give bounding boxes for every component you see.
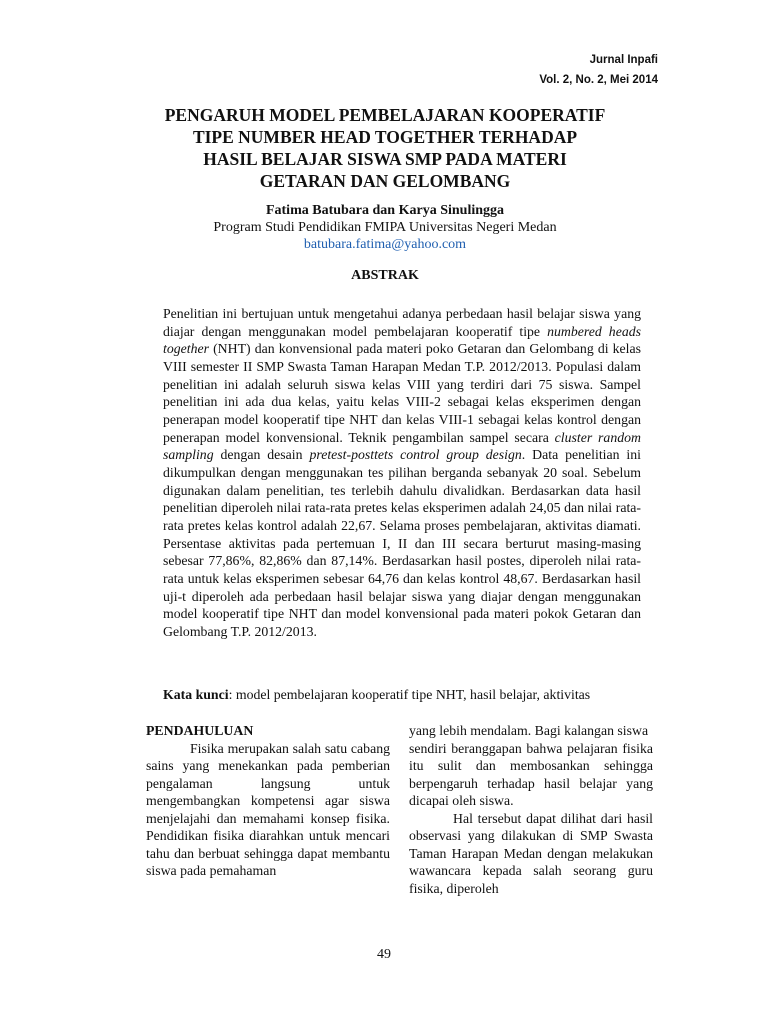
- journal-header: [539, 50, 658, 90]
- title-line: HASIL BELAJAR SISWA SMP PADA MATERI: [203, 149, 567, 169]
- author-names: Fatima Batubara dan Karya Sinulingga: [265, 203, 505, 218]
- abstract-body: [163, 305, 641, 640]
- abstract-text: . Data penelitian ini dikumpulkan dengan menggunakan tes pilihan berganda sebanyak 20 soal. Sebelum digunakan dalam penelitian, tes terlebih dahulu divalidkan. Berdasarkan data hasil penelitian diperoleh nilai rata-rata pretes kelas eksperimen adalah 24,05 dan nilai rata-rata pretes kelas kontrol adalah 22,67. Selama proses pembelajaran, aktivitas diamati. Persentase aktivitas pada pertemuan I, II dan III secara berturut masing-masing sebesar 77,86%, 82,86% dan 87,14%. Berdasarkan hasil postes, diperoleh nilai rata-rata untuk kelas eksperimen sebesar 64,76 dan kelas kontrol 48,67. Berdasarkan hasil uji-t diperoleh ada perbedaan hasil belajar siswa yang diajar dengan menggunakan model kooperatif tipe NHT dan model konvensional pada materi pokok Getaran dan Gelombang T.P. 2012/2013.: [163, 447, 641, 639]
- abstract-term: numbered heads together: [163, 323, 641, 357]
- abstract-text: (NHT) dan konvensional pada materi poko Getaran dan Gelombang di kelas VIII semester II SMP Swasta Taman Harapan Medan T.P. 2012/2013. Populasi dalam penelitian ini adalah seluruh siswa kelas VIII yang terdiri dari 75 siswa. Sampel penelitian ini ada dua kelas, yaitu kelas VIII-2 sebagai kelas eksperimen dengan penerapan model kooperatif tipe NHT dan kelas VIII-1 sebagai kelas kontrol dengan penerapan model konvensional. Teknik pengambilan sampel secara: [163, 341, 641, 445]
- journal-volume: Vol. 2, No. 2, Mei 2014: [539, 74, 658, 86]
- keywords: [163, 686, 663, 704]
- title-line: GETARAN DAN GELOMBANG: [259, 171, 511, 191]
- title-line: PENGARUH MODEL PEMBELAJARAN KOOPERATIF: [164, 105, 606, 125]
- abstract-term: pretest-posttets control group design: [309, 447, 522, 463]
- page-number: 49: [377, 947, 391, 962]
- abstract-text: dengan desain: [213, 447, 310, 463]
- author-affiliation: Program Studi Pendidikan FMIPA Universitas Negeri Medan: [213, 220, 557, 235]
- intro-paragraph: Fisika merupakan salah satu cabang sains yang menekankan pada pemberian pengalaman langsung untuk mengembangkan kompetensi agar siswa menjelajahi dan memahami konsep fisika. Pendidikan fisika diarahkan untuk mencari tahu dan berbuat sehingga dapat membantu siswa pada pemahaman: [146, 740, 390, 878]
- author-block: [150, 202, 620, 253]
- author-email[interactable]: batubara.fatima@yahoo.com: [303, 237, 467, 252]
- title-line: TIPE NUMBER HEAD TOGETHER TERHADAP: [192, 127, 578, 147]
- abstract-text: Penelitian ini bertujuan untuk mengetahui adanya perbedaan hasil belajar siswa yang diajar dengan menggunakan model pembelajaran kooperatif tipe: [163, 306, 641, 339]
- intro-paragraph: Hal tersebut dapat dilihat dari hasil observasi yang dilakukan di SMP Swasta Taman Harapan Medan dengan melakukan wawancara kepada salah seorang guru fisika, diperoleh: [409, 810, 653, 896]
- abstract-term: cluster random sampling: [163, 429, 641, 463]
- intro-paragraph: yang lebih mendalam. Bagi kalangan siswa: [409, 723, 649, 738]
- keywords-text: : model pembelajaran kooperatif tipe NHT, hasil belajar, aktivitas: [228, 687, 591, 702]
- section-heading: PENDAHULUAN: [146, 723, 254, 738]
- journal-name: Jurnal Inpafi: [589, 54, 658, 66]
- abstract-paragraph: [163, 305, 641, 640]
- paper-title: [150, 104, 620, 192]
- intro-right-column: [409, 722, 653, 897]
- intro-paragraph: sendiri beranggapan bahwa pelajaran fisika itu sulit dan membosankan sehingga berpengaruh terhadap hasil belajar yang dicapai oleh siswa.: [409, 740, 653, 808]
- keywords-label: Kata kunci: [163, 687, 229, 702]
- intro-left-column: [146, 722, 390, 880]
- abstract-heading: ABSTRAK: [351, 268, 419, 283]
